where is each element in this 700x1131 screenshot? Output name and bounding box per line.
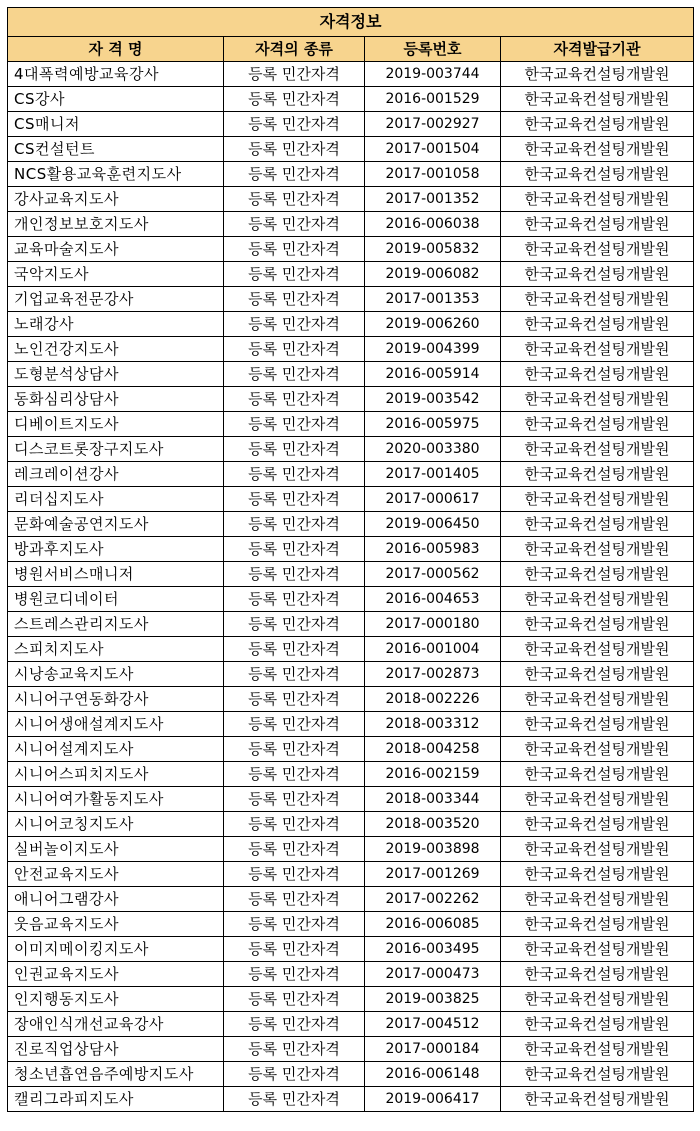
cell-registration-number: 2019-003898 [365, 837, 501, 862]
cell-certification-type: 등록 민간자격 [224, 262, 365, 287]
cell-registration-number: 2017-001353 [365, 287, 501, 312]
cell-certification-type: 등록 민간자격 [224, 1037, 365, 1062]
cell-issuing-institution: 한국교육컨설팅개발원 [501, 1012, 694, 1037]
table-row [8, 162, 694, 187]
cell-certification-type: 등록 민간자격 [224, 312, 365, 337]
table-row [8, 1012, 694, 1037]
table-row [8, 437, 694, 462]
cell-certification-type: 등록 민간자격 [224, 287, 365, 312]
cell-issuing-institution: 한국교육컨설팅개발원 [501, 62, 694, 87]
cell-issuing-institution: 한국교육컨설팅개발원 [501, 287, 694, 312]
cell-certification-type: 등록 민간자격 [224, 512, 365, 537]
cell-registration-number: 2017-000617 [365, 487, 501, 512]
cell-registration-number: 2016-006085 [365, 912, 501, 937]
cell-issuing-institution: 한국교육컨설팅개발원 [501, 787, 694, 812]
cell-certification-type: 등록 민간자격 [224, 237, 365, 262]
cell-issuing-institution: 한국교육컨설팅개발원 [501, 1062, 694, 1087]
cell-registration-number: 2018-003344 [365, 787, 501, 812]
cell-certification-name: 시낭송교육지도사 [8, 662, 224, 687]
cell-issuing-institution: 한국교육컨설팅개발원 [501, 362, 694, 387]
table-row [8, 587, 694, 612]
cell-certification-name: 웃음교육지도사 [8, 912, 224, 937]
table-row [8, 62, 694, 87]
cell-registration-number: 2019-006082 [365, 262, 501, 287]
cell-issuing-institution: 한국교육컨설팅개발원 [501, 862, 694, 887]
table-row [8, 937, 694, 962]
cell-certification-type: 등록 민간자격 [224, 762, 365, 787]
cell-registration-number: 2016-005983 [365, 537, 501, 562]
cell-certification-type: 등록 민간자격 [224, 537, 365, 562]
cell-issuing-institution: 한국교육컨설팅개발원 [501, 412, 694, 437]
cell-certification-type: 등록 민간자격 [224, 587, 365, 612]
cell-issuing-institution: 한국교육컨설팅개발원 [501, 487, 694, 512]
cell-issuing-institution: 한국교육컨설팅개발원 [501, 687, 694, 712]
cell-certification-type: 등록 민간자격 [224, 562, 365, 587]
cell-issuing-institution: 한국교육컨설팅개발원 [501, 137, 694, 162]
cell-issuing-institution: 한국교육컨설팅개발원 [501, 1087, 694, 1112]
cell-registration-number: 2017-002262 [365, 887, 501, 912]
cell-certification-name: 시니어스피치지도사 [8, 762, 224, 787]
column-header-name: 자 격 명 [8, 37, 224, 62]
table-row [8, 337, 694, 362]
cell-certification-type: 등록 민간자격 [224, 837, 365, 862]
table-row [8, 887, 694, 912]
cell-registration-number: 2017-001269 [365, 862, 501, 887]
cell-registration-number: 2017-002873 [365, 662, 501, 687]
cell-certification-name: 인권교육지도사 [8, 962, 224, 987]
table-row [8, 762, 694, 787]
cell-issuing-institution: 한국교육컨설팅개발원 [501, 337, 694, 362]
cell-issuing-institution: 한국교육컨설팅개발원 [501, 937, 694, 962]
cell-issuing-institution: 한국교육컨설팅개발원 [501, 112, 694, 137]
cell-registration-number: 2019-003825 [365, 987, 501, 1012]
cell-certification-type: 등록 민간자격 [224, 862, 365, 887]
cell-certification-name: 도형분석상담사 [8, 362, 224, 387]
cell-certification-name: 노래강사 [8, 312, 224, 337]
cell-certification-name: 방과후지도사 [8, 537, 224, 562]
cell-issuing-institution: 한국교육컨설팅개발원 [501, 237, 694, 262]
table-row [8, 612, 694, 637]
cell-certification-name: 디베이트지도사 [8, 412, 224, 437]
table-row [8, 262, 694, 287]
cell-certification-name: NCS활용교육훈련지도사 [8, 162, 224, 187]
cell-certification-name: 강사교육지도사 [8, 187, 224, 212]
cell-registration-number: 2017-000180 [365, 612, 501, 637]
cell-certification-type: 등록 민간자격 [224, 637, 365, 662]
cell-registration-number: 2016-003495 [365, 937, 501, 962]
table-header-row [8, 37, 694, 62]
table-row [8, 187, 694, 212]
cell-registration-number: 2019-005832 [365, 237, 501, 262]
cell-registration-number: 2017-001405 [365, 462, 501, 487]
cell-certification-type: 등록 민간자격 [224, 62, 365, 87]
cell-registration-number: 2016-006148 [365, 1062, 501, 1087]
cell-certification-type: 등록 민간자격 [224, 712, 365, 737]
cell-certification-type: 등록 민간자격 [224, 662, 365, 687]
table-row [8, 812, 694, 837]
cell-certification-name: CS컨설턴트 [8, 137, 224, 162]
cell-issuing-institution: 한국교육컨설팅개발원 [501, 312, 694, 337]
column-header-type: 자격의 종류 [224, 37, 365, 62]
cell-issuing-institution: 한국교육컨설팅개발원 [501, 887, 694, 912]
cell-certification-name: 시니어코칭지도사 [8, 812, 224, 837]
cell-registration-number: 2016-001529 [365, 87, 501, 112]
table-row [8, 712, 694, 737]
table-row [8, 562, 694, 587]
cell-registration-number: 2019-003744 [365, 62, 501, 87]
table-row [8, 487, 694, 512]
cell-certification-name: 시니어여가활동지도사 [8, 787, 224, 812]
table-row [8, 287, 694, 312]
table-row [8, 237, 694, 262]
cell-certification-name: 캘리그라피지도사 [8, 1087, 224, 1112]
cell-issuing-institution: 한국교육컨설팅개발원 [501, 162, 694, 187]
table-row [8, 87, 694, 112]
cell-registration-number: 2020-003380 [365, 437, 501, 462]
cell-certification-type: 등록 민간자격 [224, 787, 365, 812]
cell-certification-type: 등록 민간자격 [224, 887, 365, 912]
cell-registration-number: 2016-004653 [365, 587, 501, 612]
cell-registration-number: 2017-001058 [365, 162, 501, 187]
cell-registration-number: 2018-003520 [365, 812, 501, 837]
cell-issuing-institution: 한국교육컨설팅개발원 [501, 637, 694, 662]
cell-certification-name: 국악지도사 [8, 262, 224, 287]
cell-registration-number: 2016-005914 [365, 362, 501, 387]
cell-certification-type: 등록 민간자격 [224, 387, 365, 412]
cell-certification-name: 시니어구연동화강사 [8, 687, 224, 712]
cell-certification-type: 등록 민간자격 [224, 362, 365, 387]
cell-certification-type: 등록 민간자격 [224, 462, 365, 487]
cell-issuing-institution: 한국교육컨설팅개발원 [501, 462, 694, 487]
cell-certification-name: 병원서비스매니저 [8, 562, 224, 587]
cell-registration-number: 2018-002226 [365, 687, 501, 712]
table-row [8, 387, 694, 412]
cell-certification-type: 등록 민간자격 [224, 962, 365, 987]
cell-issuing-institution: 한국교육컨설팅개발원 [501, 962, 694, 987]
table-row [8, 412, 694, 437]
table-row [8, 962, 694, 987]
cell-certification-name: 교육마술지도사 [8, 237, 224, 262]
cell-issuing-institution: 한국교육컨설팅개발원 [501, 262, 694, 287]
column-header-issuer: 자격발급기관 [501, 37, 694, 62]
cell-certification-type: 등록 민간자격 [224, 912, 365, 937]
cell-certification-name: 개인정보보호지도사 [8, 212, 224, 237]
table-row [8, 462, 694, 487]
certification-table [7, 7, 694, 1112]
cell-registration-number: 2019-004399 [365, 337, 501, 362]
table-row [8, 362, 694, 387]
cell-registration-number: 2017-000473 [365, 962, 501, 987]
cell-registration-number: 2016-005975 [365, 412, 501, 437]
cell-certification-type: 등록 민간자격 [224, 987, 365, 1012]
cell-certification-type: 등록 민간자격 [224, 812, 365, 837]
cell-certification-name: 애니어그램강사 [8, 887, 224, 912]
cell-certification-name: 문화예술공연지도사 [8, 512, 224, 537]
cell-registration-number: 2016-002159 [365, 762, 501, 787]
cell-certification-type: 등록 민간자격 [224, 687, 365, 712]
cell-certification-name: 스피치지도사 [8, 637, 224, 662]
table-row [8, 212, 694, 237]
cell-registration-number: 2017-000184 [365, 1037, 501, 1062]
table-row [8, 537, 694, 562]
table-row [8, 862, 694, 887]
cell-registration-number: 2019-006260 [365, 312, 501, 337]
cell-certification-name: 이미지메이킹지도사 [8, 937, 224, 962]
table-row [8, 837, 694, 862]
cell-issuing-institution: 한국교육컨설팅개발원 [501, 912, 694, 937]
cell-registration-number: 2017-001504 [365, 137, 501, 162]
table-title-row [8, 8, 694, 37]
cell-certification-name: 실버놀이지도사 [8, 837, 224, 862]
cell-certification-type: 등록 민간자격 [224, 1012, 365, 1037]
cell-certification-type: 등록 민간자격 [224, 1087, 365, 1112]
cell-registration-number: 2017-002927 [365, 112, 501, 137]
cell-issuing-institution: 한국교육컨설팅개발원 [501, 737, 694, 762]
table-row [8, 687, 694, 712]
table-row [8, 737, 694, 762]
cell-issuing-institution: 한국교육컨설팅개발원 [501, 662, 694, 687]
table-row [8, 787, 694, 812]
cell-registration-number: 2019-003542 [365, 387, 501, 412]
cell-issuing-institution: 한국교육컨설팅개발원 [501, 562, 694, 587]
cell-certification-type: 등록 민간자격 [224, 412, 365, 437]
table-body [8, 62, 694, 1112]
cell-certification-type: 등록 민간자격 [224, 737, 365, 762]
table-row [8, 512, 694, 537]
cell-certification-type: 등록 민간자격 [224, 162, 365, 187]
cell-certification-name: 동화심리상담사 [8, 387, 224, 412]
cell-registration-number: 2016-006038 [365, 212, 501, 237]
cell-issuing-institution: 한국교육컨설팅개발원 [501, 212, 694, 237]
cell-certification-name: 병원코디네이터 [8, 587, 224, 612]
cell-registration-number: 2019-006417 [365, 1087, 501, 1112]
cell-certification-type: 등록 민간자격 [224, 337, 365, 362]
cell-certification-name: 청소년흡연음주예방지도사 [8, 1062, 224, 1087]
cell-certification-type: 등록 민간자격 [224, 187, 365, 212]
table-title: 자격정보 [8, 8, 694, 37]
cell-certification-name: 레크레이션강사 [8, 462, 224, 487]
cell-certification-name: 노인건강지도사 [8, 337, 224, 362]
table-row [8, 312, 694, 337]
cell-certification-name: 스트레스관리지도사 [8, 612, 224, 637]
cell-certification-name: 4대폭력예방교육강사 [8, 62, 224, 87]
cell-registration-number: 2017-004512 [365, 1012, 501, 1037]
cell-certification-name: 인지행동지도사 [8, 987, 224, 1012]
table-row [8, 112, 694, 137]
certification-table-container [7, 7, 694, 1112]
cell-issuing-institution: 한국교육컨설팅개발원 [501, 537, 694, 562]
cell-certification-name: 시니어생애설계지도사 [8, 712, 224, 737]
cell-registration-number: 2019-006450 [365, 512, 501, 537]
cell-issuing-institution: 한국교육컨설팅개발원 [501, 1037, 694, 1062]
cell-issuing-institution: 한국교육컨설팅개발원 [501, 762, 694, 787]
cell-issuing-institution: 한국교육컨설팅개발원 [501, 987, 694, 1012]
cell-registration-number: 2018-004258 [365, 737, 501, 762]
cell-certification-name: 안전교육지도사 [8, 862, 224, 887]
cell-certification-type: 등록 민간자격 [224, 137, 365, 162]
cell-certification-type: 등록 민간자격 [224, 937, 365, 962]
cell-issuing-institution: 한국교육컨설팅개발원 [501, 87, 694, 112]
cell-registration-number: 2018-003312 [365, 712, 501, 737]
cell-certification-name: CS매니저 [8, 112, 224, 137]
cell-certification-name: 기업교육전문강사 [8, 287, 224, 312]
cell-registration-number: 2017-001352 [365, 187, 501, 212]
table-row [8, 137, 694, 162]
cell-certification-name: 장애인식개선교육강사 [8, 1012, 224, 1037]
table-row [8, 662, 694, 687]
cell-certification-type: 등록 민간자격 [224, 437, 365, 462]
cell-issuing-institution: 한국교육컨설팅개발원 [501, 187, 694, 212]
cell-certification-type: 등록 민간자격 [224, 612, 365, 637]
cell-certification-type: 등록 민간자격 [224, 487, 365, 512]
cell-certification-name: 디스코트롯장구지도사 [8, 437, 224, 462]
cell-certification-name: CS강사 [8, 87, 224, 112]
table-row [8, 1087, 694, 1112]
cell-certification-name: 시니어설계지도사 [8, 737, 224, 762]
cell-issuing-institution: 한국교육컨설팅개발원 [501, 812, 694, 837]
cell-issuing-institution: 한국교육컨설팅개발원 [501, 837, 694, 862]
cell-issuing-institution: 한국교육컨설팅개발원 [501, 437, 694, 462]
column-header-registration-number: 등록번호 [365, 37, 501, 62]
cell-registration-number: 2016-001004 [365, 637, 501, 662]
table-row [8, 912, 694, 937]
table-row [8, 1037, 694, 1062]
table-row [8, 637, 694, 662]
cell-issuing-institution: 한국교육컨설팅개발원 [501, 612, 694, 637]
cell-certification-type: 등록 민간자격 [224, 87, 365, 112]
cell-issuing-institution: 한국교육컨설팅개발원 [501, 387, 694, 412]
cell-registration-number: 2017-000562 [365, 562, 501, 587]
cell-certification-name: 진로직업상담사 [8, 1037, 224, 1062]
table-row [8, 987, 694, 1012]
cell-certification-type: 등록 민간자격 [224, 1062, 365, 1087]
table-row [8, 1062, 694, 1087]
cell-certification-name: 리더십지도사 [8, 487, 224, 512]
cell-issuing-institution: 한국교육컨설팅개발원 [501, 587, 694, 612]
cell-issuing-institution: 한국교육컨설팅개발원 [501, 712, 694, 737]
cell-certification-type: 등록 민간자격 [224, 112, 365, 137]
cell-issuing-institution: 한국교육컨설팅개발원 [501, 512, 694, 537]
cell-certification-type: 등록 민간자격 [224, 212, 365, 237]
